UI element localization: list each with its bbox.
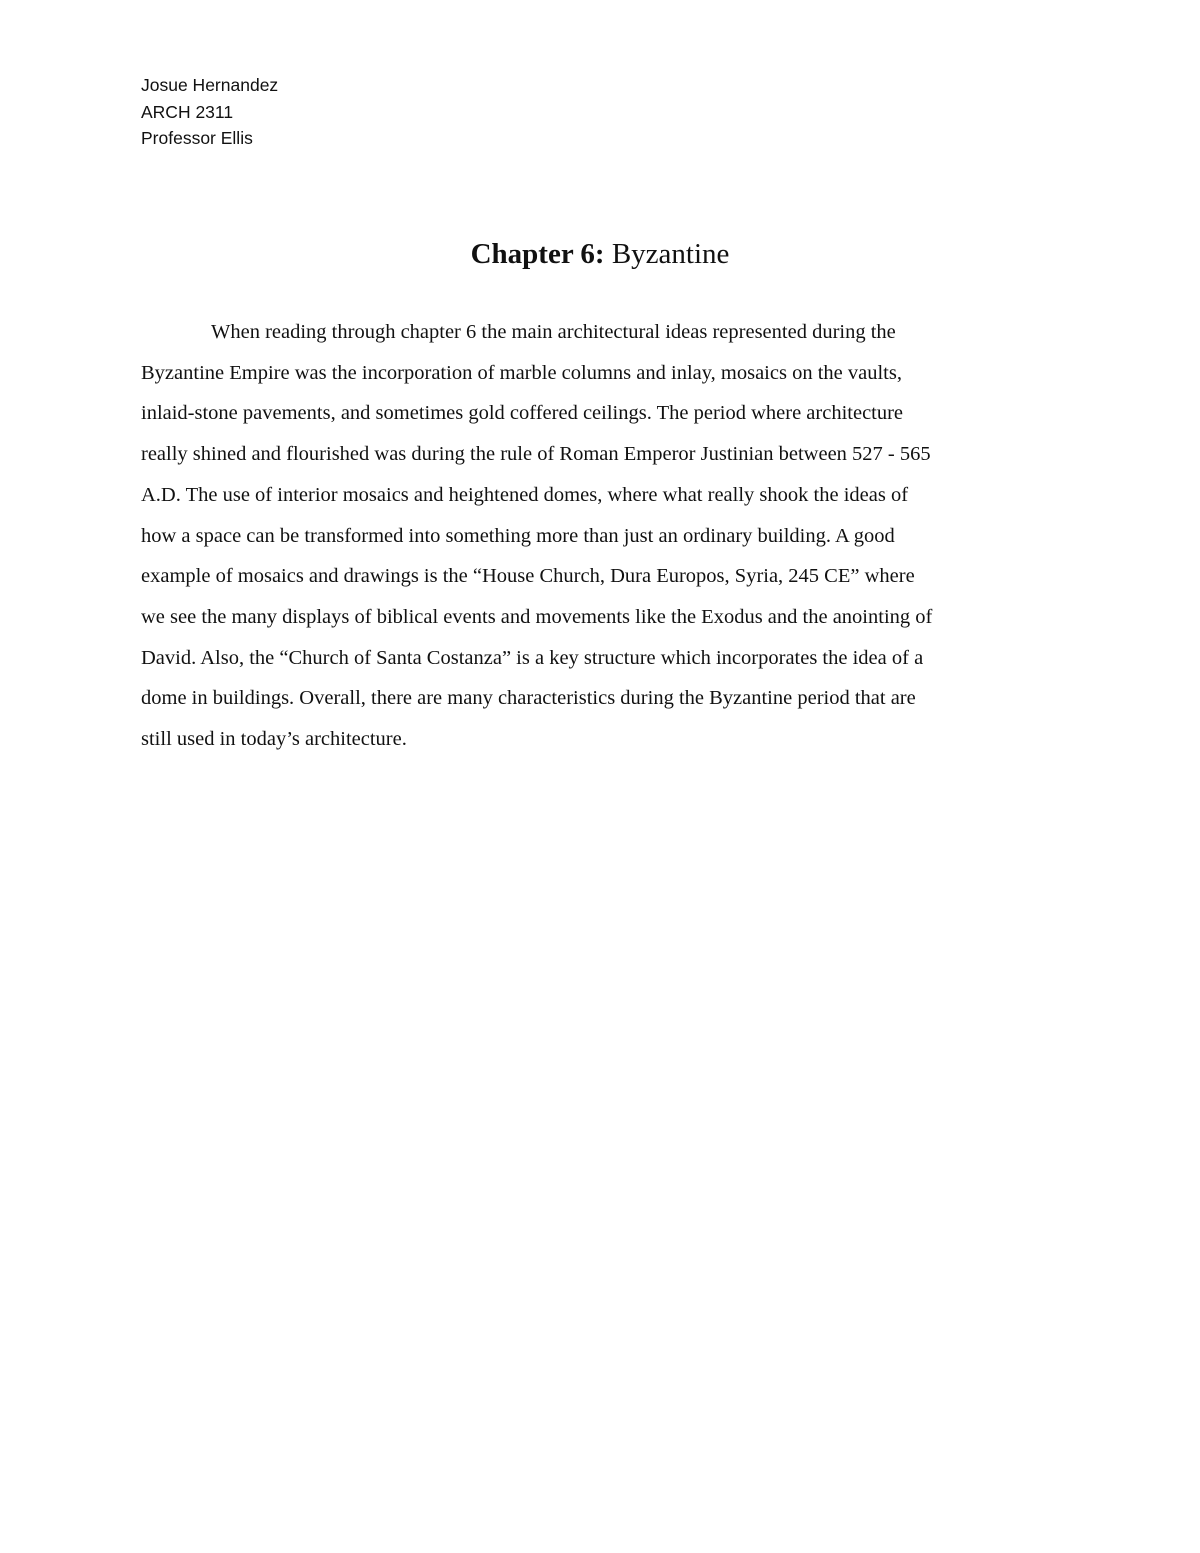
body-line: still used in today’s architecture. <box>141 728 407 751</box>
body-line: really shined and flourished was during the rule of Roman Emperor Justinian between 527 - 565 <box>141 443 931 466</box>
author-header <box>141 72 278 152</box>
body-line: inlaid-stone pavements, and sometimes gold coffered ceilings. The period where architecture <box>141 402 904 425</box>
body-line: dome in buildings. Overall, there are many characteristics during the Byzantine period that are <box>141 687 916 710</box>
body-line: how a space can be transformed into something more than just an ordinary building. A good <box>141 524 895 547</box>
title-chapter-name: Byzantine <box>604 238 730 270</box>
author-name: Josue Hernandez <box>141 75 279 95</box>
course-code: ARCH 2311 <box>141 101 234 122</box>
document-title <box>0 236 1200 272</box>
body-line: David. Also, the “Church of Santa Costanza” is a key structure which incorporates the idea of a <box>141 646 924 669</box>
body-line: example of mosaics and drawings is the “House Church, Dura Europos, Syria, 245 CE” where <box>141 565 915 588</box>
title-chapter-label: Chapter 6: <box>470 238 605 270</box>
body-line: When reading through chapter 6 the main architectural ideas represented during the <box>211 321 896 343</box>
body-paragraph <box>141 312 1061 760</box>
body-line: A.D. The use of interior mosaics and heightened domes, where what really shook the ideas of <box>141 483 909 506</box>
body-line: Byzantine Empire was the incorporation of marble columns and inlay, mosaics on the vaults, <box>141 361 902 384</box>
professor-name: Professor Ellis <box>141 128 253 148</box>
body-line: we see the many displays of biblical events and movements like the Exodus and the anointing of <box>141 605 933 628</box>
